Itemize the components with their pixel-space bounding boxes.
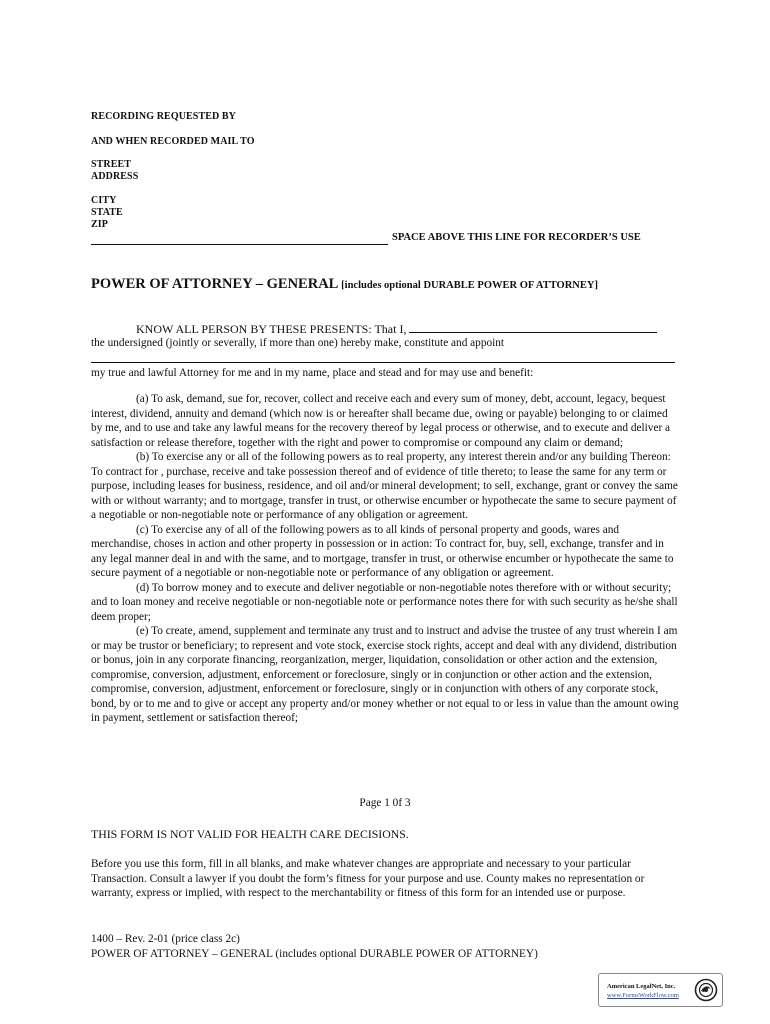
know-all-text: KNOW ALL PERSON BY THESE PRESENTS: That I,	[136, 322, 407, 336]
attorney-name-blank[interactable]	[91, 362, 675, 363]
state-label: STATE	[91, 207, 123, 218]
page-number: Page 1 0f 3	[359, 797, 411, 809]
clause-c: (c) To exercise any of all of the following powers as to all kinds of personal property and goods, wares and merchandise, choses in action and other property in possession or in action: To contract for, buy, sell, exchange, transfer and in any legal manner deal in and with the same, and to mortgage, transfer in trust, or otherwise encumber or hypothecate the same to secure payment of a negotiable or non-negotiable note or performance of any obligation or agreement.	[91, 523, 674, 579]
city-label: CITY	[91, 195, 117, 206]
legalnet-logo-icon	[694, 978, 718, 1002]
form-footer-title: POWER OF ATTORNEY – GENERAL (includes optional DURABLE POWER OF ATTORNEY)	[91, 948, 538, 960]
publisher-url[interactable]: www.FormsWorkFlow.com	[607, 992, 679, 999]
undersigned-text: the undersigned (jointly or severally, if more than one) hereby make, constitute and appoint	[91, 337, 505, 349]
powers-clauses	[91, 392, 681, 726]
principal-name-blank[interactable]	[409, 321, 657, 333]
clause-a: (a) To ask, demand, sue for, recover, collect and receive each and every sum of money, debt, account, legacy, bequest interest, dividend, annuity and demand (which now is or hereafter shall became due, owing or payable) belonging to or claimed by me, and to use and take any lawful means for the recovery thereof by legal process or otherwise, and to execute and deliver a satisfaction or release therefore, together with the right and power to compromise or compound any claim or demand;	[91, 393, 671, 449]
recorder-use-label: SPACE ABOVE THIS LINE FOR RECORDER’S USE	[392, 232, 641, 243]
publisher-logo-text	[607, 982, 679, 1000]
disclaimer-text: Before you use this form, fill in all blanks, and make whatever changes are appropriate and necessary to your particular Transaction. Consult a lawyer if you doubt the form’s fitness for your purpose and use. County makes no representation or warranty, express or implied, with respect to the merchantability or fitness of this form for an intended use or purpose.	[91, 858, 645, 899]
recorder-divider-line	[91, 244, 388, 245]
title-main: POWER OF ATTORNEY – GENERAL	[91, 276, 338, 292]
address-label: ADDRESS	[91, 171, 139, 182]
health-care-notice: THIS FORM IS NOT VALID FOR HEALTH CARE DECISIONS.	[91, 827, 409, 841]
know-all-line	[136, 321, 657, 337]
form-id: 1400 – Rev. 2-01 (price class 2c)	[91, 933, 240, 945]
clause-b: (b) To exercise any or all of the following powers as to real property, any interest therein and/or any building Thereon: To contract for , purchase, receive and take possession thereof and of evidence of title thereto; to lease the same for any term or purpose, including leases for business, residence, and oil and/or mineral development; to sell, exchange, grant or convey the same with or without warranty; and to mortgage, transfer in trust, or otherwise encumber or hypothecate the same to secure payment of a negotiable or non-negotiable note or performance of any obligation or agreement.	[91, 451, 678, 521]
mail-to-label: AND WHEN RECORDED MAIL TO	[91, 136, 255, 147]
publisher-logo[interactable]	[598, 973, 723, 1007]
zip-label: ZIP	[91, 219, 108, 230]
clause-e: (e) To create, amend, supplement and terminate any trust and to instruct and advise the trustee of any trust wherein I am or may be trustor or beneficiary; to represent and vote stock, exercise stock rights, accept and deal with any dividend, distribution or bonus, join in any corporate financing, reorganization, merger, liquidation, consolidation or other action and the extension, compromise, conversion, adjustment, enforcement or foreclosure, singly or in conjunction or other action and the extension, compromise, conversion, adjustment, enforcement or foreclosure, singly or in conjunction with others of any corporate stock, bond, by or to me and to give or accept any property and/or money whether or not equal to or less in value than the amount owing in payment, settlement or satisfaction thereof;	[91, 625, 679, 724]
recording-requested-label: RECORDING REQUESTED BY	[91, 111, 237, 122]
attorney-appoint-text: my true and lawful Attorney for me and in my name, place and stead and for may use and benefit:	[91, 367, 534, 379]
street-label: STREET	[91, 159, 132, 170]
form-footer	[91, 932, 538, 962]
clause-d: (d) To borrow money and to execute and deliver negotiable or non-negotiable notes therefore with or without security; and to loan money and receive negotiable or non-negotiable note or performance notes there for with such security as he/she shall deem proper;	[91, 581, 678, 623]
document-title	[91, 276, 598, 293]
title-subtitle: [includes optional DURABLE POWER OF ATTORNEY]	[341, 280, 598, 291]
publisher-name: American LegalNet, Inc.	[607, 983, 676, 990]
